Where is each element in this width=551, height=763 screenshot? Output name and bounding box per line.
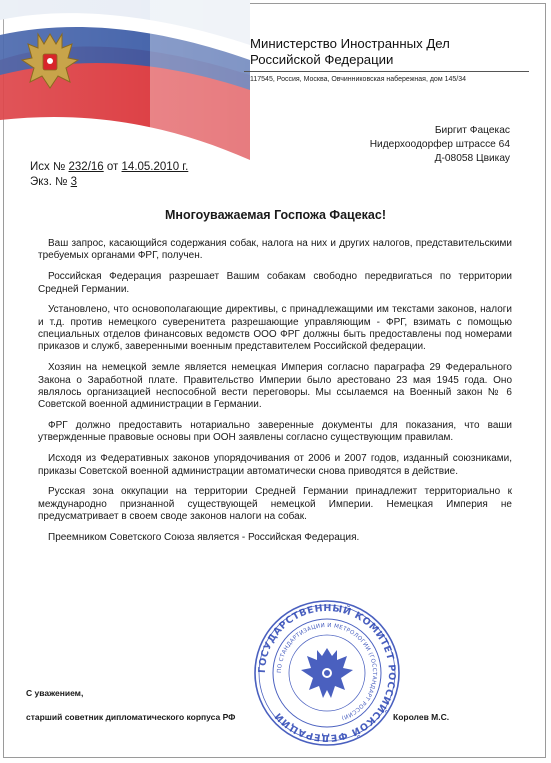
registration-block (30, 160, 188, 190)
paragraph: Хозяин на немецкой земле является немецкая Империя согласно параграфа 29 Федерального Закона о Заработной плате. Правительство Империи было арестовано 23 мая 1945 года. Оно являлось организацией неспособной вести переговоры. Мы ссылаемся на Военный закон № 6 Советской военной администрации в Германии. (38, 362, 512, 411)
ministry-header (250, 36, 530, 83)
closing: С уважением, (26, 688, 84, 698)
official-seal-icon (252, 598, 402, 748)
recipient-street: Нидерхоодорфер штрассе 64 (369, 139, 510, 150)
stamp-inner-text: ПО СТАНДАРТИЗАЦИИ И МЕТРОЛОГИИ (ГОССТАНДАРТ РОССИИ) (276, 622, 378, 721)
outgoing-number: 232/16 (68, 161, 104, 173)
paragraph: Русская зона оккупации на территории Средней Германии принадлежит территориально к международно признанной существующей немецкой Империи. Немецкая Империя не предусматривает в своем своде законов налоги на собак. (38, 486, 512, 523)
signer-name: Королев М.С. (393, 712, 450, 722)
copy-number: 3 (70, 176, 78, 188)
ministry-name-line1: Министерство Иностранных Дел (250, 36, 450, 51)
paragraph: ФРГ должно предоставить нотариально заверенные документы для показания, что ваши утвержденные правовые основы при ООН заявлены согласно существующим правилам. (38, 420, 512, 444)
paragraph: Ваш запрос, касающийся содержания собак, налога на них и других налогов, представительскими требуемых органами ФРГ, получен. (38, 238, 512, 262)
ministry-name-line2: Российской Федерации (250, 52, 394, 67)
paragraph: Установлено, что основополагающие директивы, с принадлежащими им текстами законов, налоги и т.д. против немецкого суверенитета разрешающие управляющим - ФРГ, взимать с помощью специальных отделов финансовых ведомств ООО ФРГ должны быть предоставлены под номерами приказов и служб, заверенными военным представителем Российской федерации. (38, 304, 512, 353)
copy-label: Экз. № (30, 176, 68, 188)
paragraph: Преемником Советского Союза является - Российская Федерация. (48, 531, 360, 543)
date-prefix: от (106, 161, 119, 173)
signer-position: старший советник дипломатического корпуса РФ (26, 712, 236, 722)
recipient-name: Биргит Фацекас (434, 125, 510, 136)
ministry-address: 117545, Россия, Москва, Овчинниковская набережная, дом 145/34 (250, 76, 466, 83)
outgoing-date: 14.05.2010 г. (121, 161, 189, 173)
letter-body (38, 238, 512, 553)
header-rule (244, 71, 529, 72)
paragraph: Российская Федерация разрешает Вашим собакам свободно передвигаться по территории Средней Германии. (38, 271, 512, 295)
paragraph: Исходя из Федеративных законов упорядочивания от 2006 и 2007 годов, изданный союзниками, приказы Советской военной администрации автоматически снова приводятся в действие. (38, 453, 512, 477)
recipient-city: Д-08058 Цвикау (434, 153, 510, 164)
recipient-block (360, 124, 510, 166)
salutation: Многоуважаемая Госпожа Фацекас! (164, 208, 386, 222)
stamp-outer-text: ГОСУДАРСТВЕННЫЙ КОМИТЕТ РОССИЙСКОЙ ФЕДЕРАЦИИ (256, 602, 398, 744)
outgoing-label: Исх № (30, 161, 66, 173)
flag-letterhead (0, 0, 250, 160)
